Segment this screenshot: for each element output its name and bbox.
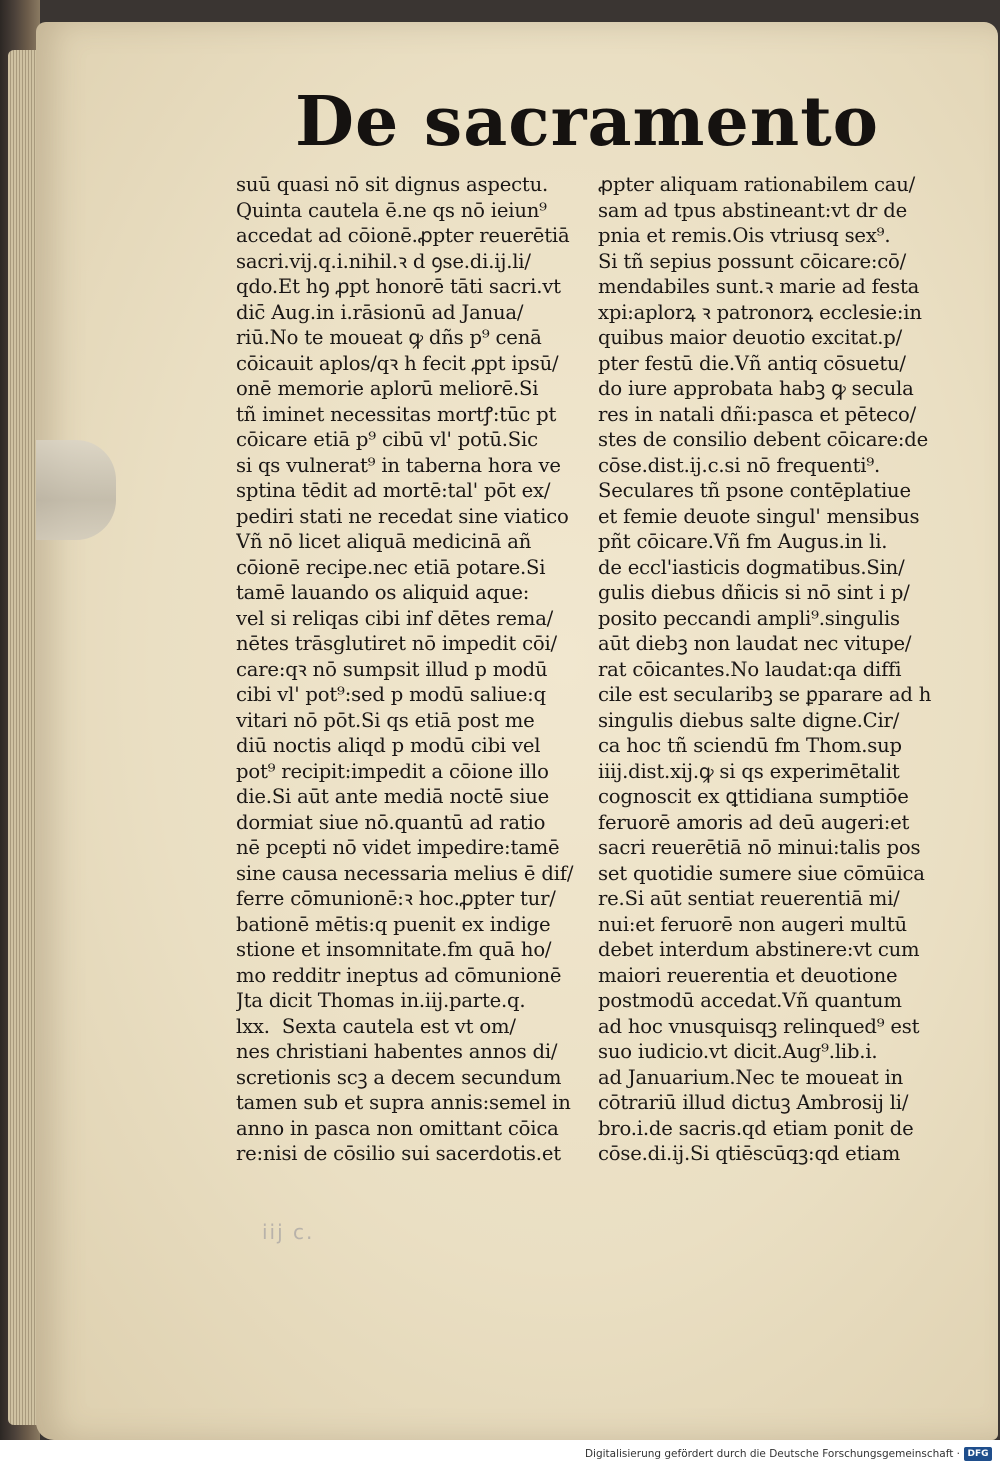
- text-line: aūt diebꝫ non laudat nec vitupe/: [598, 632, 912, 655]
- text-line: sptina tēdit ad mortē:tal' pōt ex/: [236, 479, 551, 502]
- text-line: feruorē amoris ad deū augeri:et: [598, 810, 910, 834]
- text-line: re:nisi de cōsilio sui sacerdotis.et: [236, 1142, 561, 1165]
- text-line: pñt cōicare.Vñ fm Augus.in li.: [598, 530, 888, 553]
- text-line: et femie deuote singul' mensibus: [598, 504, 920, 528]
- text-line: Seculares tñ psone contēplatiue: [598, 479, 911, 502]
- text-line: tñ iminet necessitas mortꝭ:tūc pt: [236, 402, 557, 426]
- text-line: nes christiani habentes annos di/: [236, 1040, 558, 1063]
- text-line: postmodū accedat.Vñ quantum: [598, 989, 902, 1012]
- text-line: cōse.dist.ij.c.si nō frequenti⁹.: [598, 453, 880, 477]
- text-line: suo iudicio.vt dicit.Aug⁹.lib.i.: [598, 1040, 878, 1063]
- text-line: singulis diebus salte digne.Cir/: [598, 708, 900, 732]
- text-line: care:qꝛ nō sumpsit illud p modū: [236, 657, 548, 681]
- text-line: accedat ad cōionē.ꝓpter reuerētiā: [236, 224, 570, 247]
- right-text-column: [598, 172, 943, 1212]
- text-line: qdo.Et hꝯ ꝓpt honorē tāti sacri.vt: [236, 275, 561, 298]
- text-line: sine causa necessaria melius ē dif/: [236, 861, 574, 885]
- text-line: pediri stati ne recedat sine viatico: [236, 504, 569, 528]
- text-line: res in natali dñi:pasca et pēteco/: [598, 402, 917, 426]
- text-line: stione et insomnitate.fm quā ho/: [236, 938, 552, 961]
- pencil-annotation: iij c.: [262, 1220, 315, 1244]
- text-line: onē memorie aplorū meliorē.Si: [236, 377, 539, 400]
- page-heading: De sacramento: [295, 82, 879, 162]
- text-line: cile est secularibꝫ se ꝑparare ad h: [598, 683, 932, 706]
- text-line: suū quasi nō sit dignus aspectu.: [236, 173, 549, 196]
- text-line: lxx. Sexta cautela est vt om/: [236, 1014, 516, 1038]
- text-line: posito peccandi ampli⁹.singulis: [598, 606, 900, 630]
- footer-credit: Digitalisierung gefördert durch die Deutsche Forschungsgemeinschaft ·: [584, 1448, 960, 1460]
- text-line: sacri reuerētiā nō minui:talis pos: [598, 836, 921, 859]
- text-line: scretionis scꝫ a decem secundum: [236, 1065, 562, 1089]
- text-line: anno in pasca non omittant cōica: [236, 1116, 559, 1140]
- text-line: Jta dicit Thomas in.iij.parte.q.: [236, 989, 526, 1012]
- text-line: cibi vl' pot⁹:sed p modū saliue:q: [236, 683, 546, 706]
- text-line: tamē lauando os aliquid aque:: [236, 581, 530, 604]
- text-line: die.Si aūt ante mediā noctē siue: [236, 785, 550, 808]
- page-edges: [8, 50, 38, 1425]
- text-line: do iure approbata habꝫ ꝙ secula: [598, 377, 914, 400]
- text-line: nē pcepti nō videt impedire:tamē: [236, 836, 560, 859]
- text-line: cognoscit ex ꝗttidiana sumptiōe: [598, 785, 909, 808]
- text-line: stes de consilio debent cōicare:de: [598, 428, 929, 451]
- page-clip: [36, 440, 116, 540]
- text-line: ca hoc tñ sciendū fm Thom.sup: [598, 734, 902, 757]
- text-line: rat cōicantes.No laudat:qa diffi: [598, 657, 902, 681]
- text-line: mo redditr ineptus ad cōmunionē: [236, 963, 562, 987]
- text-line: ad Januarium.Nec te moueat in: [598, 1065, 904, 1089]
- text-line: Quinta cautela ē.ne qs nō ieiun⁹: [236, 198, 547, 222]
- text-line: iiij.dist.xij.ꝙ si qs experimētalit: [598, 759, 900, 783]
- text-line: cōicauit aplos/qꝛ h fecit ꝓpt ipsū/: [236, 351, 559, 375]
- text-line: cōionē recipe.nec etiā potare.Si: [236, 555, 546, 579]
- text-line: cōse.di.ij.Si qtiēscūqꝫ:qd etiam: [598, 1142, 901, 1165]
- text-line: mendabiles sunt.ꝛ marie ad festa: [598, 275, 920, 298]
- left-text-column: [236, 172, 586, 1212]
- text-line: cōicare etiā p⁹ cibū vl' potū.Sic: [236, 428, 538, 451]
- text-line: nētes trāsglutiret nō impedit cōi/: [236, 632, 557, 655]
- text-line: debet interdum abstinere:vt cum: [598, 938, 920, 961]
- text-line: de eccl'iasticis dogmatibus.Sin/: [598, 555, 905, 579]
- text-line: bro.i.de sacris.qd etiam ponit de: [598, 1116, 914, 1140]
- text-line: dic̄ Aug.in i.rāsionū ad Janua/: [236, 300, 524, 324]
- text-line: pnia et remis.Ois vtriusq sex⁹.: [598, 224, 891, 247]
- text-line: nui:et feruorē non augeri multū: [598, 912, 907, 936]
- text-line: riū.No te moueat ꝙ dñs p⁹ cenā: [236, 326, 542, 349]
- text-line: vitari nō pōt.Si qs etiā post me: [236, 708, 535, 732]
- text-line: ꝓpter aliquam rationabilem cau/: [598, 173, 916, 196]
- text-line: maiori reuerentia et deuotione: [598, 963, 898, 987]
- footer-bar: [0, 1440, 1000, 1469]
- text-line: vel si reliqas cibi inf dētes rema/: [236, 606, 554, 630]
- text-line: diū noctis aliqd p modū cibi vel: [236, 734, 541, 757]
- book-page: [36, 22, 998, 1440]
- text-line: re.Si aūt sentiat reuerentiā mi/: [598, 887, 900, 910]
- text-line: pot⁹ recipit:impedit a cōione illo: [236, 759, 549, 783]
- text-line: xpi:aplorꝝ ꝛ patronorꝝ ecclesie:in: [598, 300, 922, 324]
- text-line: sacri.vij.q.i.nihil.ꝛ d ꝯse.di.ij.li/: [236, 249, 531, 273]
- text-line: bationē mētis:q puenit ex indige: [236, 912, 551, 936]
- text-line: gulis diebus dñicis si nō sint i p/: [598, 581, 910, 604]
- text-line: Si tñ sepius possunt cōicare:cō/: [598, 249, 907, 273]
- dfg-logo: DFG: [964, 1447, 992, 1461]
- text-line: ferre cōmunionē:ꝛ hoc.ꝓpter tur/: [236, 887, 556, 910]
- text-line: cōtrariū illud dictuꝫ Ambrosij li/: [598, 1091, 909, 1114]
- text-line: pter festū die.Vñ antiq cōsuetu/: [598, 351, 906, 375]
- text-line: sam ad tpus abstineant:vt dr de: [598, 198, 907, 222]
- text-line: quibus maior deuotio excitat.p/: [598, 326, 902, 349]
- text-line: set quotidie sumere siue cōmūica: [598, 861, 925, 885]
- text-line: tamen sub et supra annis:semel in: [236, 1091, 571, 1114]
- text-line: si qs vulnerat⁹ in taberna hora ve: [236, 453, 561, 477]
- text-line: ad hoc vnusquisqꝫ relinqued⁹ est: [598, 1014, 920, 1038]
- text-line: dormiat siue nō.quantū ad ratio: [236, 810, 546, 834]
- text-line: Vñ nō licet aliquā medicinā añ: [236, 530, 532, 553]
